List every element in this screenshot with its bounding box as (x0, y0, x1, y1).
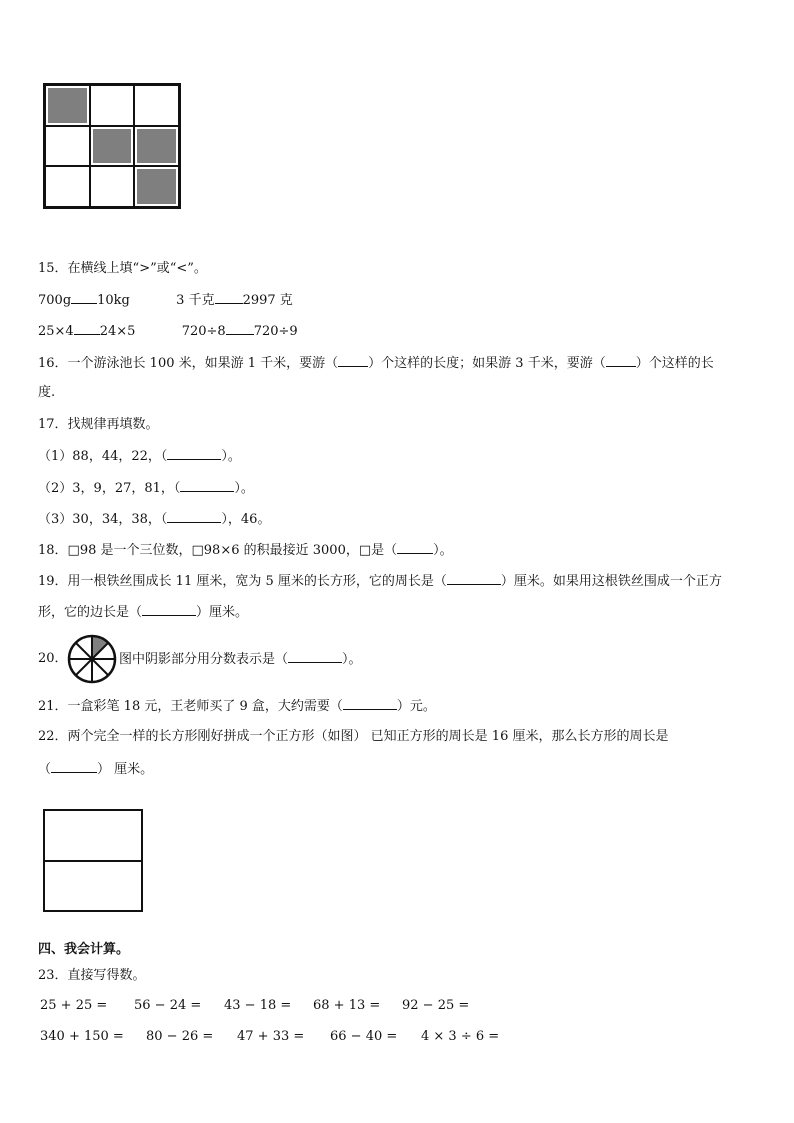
grid-cell-shaded (90, 126, 135, 167)
q19-text-b: ）厘米。如果用这根铁丝围成一个正方 (500, 574, 722, 589)
q20-text-a: 图中阴影部分用分数表示是（ (119, 652, 289, 667)
grid-cell-shaded (134, 126, 179, 167)
calc-item: 47 + 33 = (237, 1029, 305, 1044)
answer-blank[interactable] (51, 760, 97, 773)
question-18 (38, 541, 453, 560)
question-19-line-2 (38, 603, 248, 622)
grid-cell-fill (93, 129, 132, 164)
answer-blank[interactable] (167, 447, 221, 460)
q15-r1a-left: 700g (38, 293, 72, 308)
q22-close: ） 厘米。 (97, 762, 154, 777)
q21-text: 21．一盒彩笔 18 元，王老师买了 9 盒，大约需要（ (38, 699, 343, 714)
answer-blank[interactable] (167, 510, 221, 523)
q17-s2-text: （2）3，9，27，81，（ (38, 481, 181, 496)
q18-text: 18．□98 是一个三位数，□98×6 的积最接近 3000，□是（ (38, 543, 398, 558)
q15-r2a-right: 24×5 (99, 324, 136, 339)
q19-text-a: 19．用一根铁丝围成长 11 厘米，宽为 5 厘米的长方形，它的周长是（ (38, 574, 447, 589)
grid-cell (134, 85, 179, 126)
q19-text-c: 形，它的边长是（ (38, 605, 143, 620)
shaded-grid-figure (43, 83, 181, 209)
answer-blank[interactable] (142, 603, 196, 616)
grid-cell-shaded (45, 85, 90, 126)
question-21 (38, 697, 436, 716)
question-20-text (119, 650, 362, 669)
calc-item: 92 − 25 = (402, 998, 470, 1013)
grid-cell (90, 85, 135, 126)
calc-item: 56 − 24 = (134, 998, 202, 1013)
answer-blank[interactable] (215, 291, 243, 304)
question-16-line-2: 度. (38, 385, 56, 400)
grid-cell-shaded (134, 166, 179, 207)
grid-cell-fill (137, 169, 176, 204)
rectangle-divider (45, 860, 141, 862)
q17-s2-close: ）。 (234, 481, 254, 496)
question-17-stem: 17．找规律再填数。 (38, 417, 159, 432)
q16-text-b: ）个这样的长度；如果游 3 千米，要游（ (368, 356, 606, 371)
question-23-stem: 23．直接写得数。 (38, 968, 146, 983)
q15-r2a-left: 25×4 (38, 324, 74, 339)
q17-s3-text: （3）30，34，38，（ (38, 512, 168, 527)
grid-cell (90, 166, 135, 207)
answer-blank[interactable] (397, 541, 433, 554)
answer-blank[interactable] (226, 322, 254, 335)
answer-blank[interactable] (606, 354, 636, 367)
q17-s3-close: ），46。 (221, 512, 271, 527)
question-22-line-1: 22．两个完全一样的长方形刚好拼成一个正方形（如图） 已知正方形的周长是 16 厘米，那么长方形的周长是 (38, 729, 669, 744)
q17-s1-text: （1）88，44，22，（ (38, 449, 168, 464)
calc-item: 66 − 40 = (330, 1029, 398, 1044)
q20-close: ）。 (342, 652, 362, 667)
calc-item: 25 + 25 = (40, 998, 108, 1013)
question-15-stem: 15．在横线上填“>”或“<”。 (38, 261, 207, 276)
q15-r1a-right: 10kg (97, 293, 130, 308)
answer-blank[interactable] (343, 697, 397, 710)
q15-r2b-right: 720÷9 (253, 324, 298, 339)
grid-cell (45, 166, 90, 207)
q17-s1-close: ）。 (221, 449, 241, 464)
question-20-number: 20． (38, 651, 68, 666)
grid-cell-fill (48, 88, 87, 123)
question-17-item-3 (38, 510, 270, 529)
q15-r2b-left: 720÷8 (181, 324, 226, 339)
grid-cell (45, 126, 90, 167)
square-of-two-rectangles-figure (43, 809, 143, 912)
calc-item: 4 × 3 ÷ 6 = (421, 1029, 500, 1044)
section-4-title: 四、我会计算。 (38, 942, 130, 957)
question-15-row-1 (38, 291, 293, 310)
answer-blank[interactable] (288, 650, 342, 663)
question-17-item-2 (38, 479, 254, 498)
answer-blank[interactable] (180, 479, 234, 492)
question-22-line-2 (38, 760, 153, 779)
calc-item: 68 + 13 = (313, 998, 381, 1013)
q19-text-d: ）厘米。 (196, 605, 249, 620)
question-17-item-1 (38, 447, 241, 466)
q16-text-c: ）个这样的长 (635, 356, 714, 371)
q18-close: ）。 (433, 543, 453, 558)
question-15-row-2 (38, 322, 298, 341)
q22-open: （ (38, 762, 52, 777)
grid-cell-fill (137, 129, 176, 164)
answer-blank[interactable] (447, 572, 501, 585)
question-19-line-1 (38, 572, 722, 591)
answer-blank[interactable] (74, 322, 100, 335)
calc-item: 43 − 18 = (224, 998, 292, 1013)
calc-item: 340 + 150 = (40, 1029, 124, 1044)
question-16-line-1 (38, 354, 714, 373)
answer-blank[interactable] (338, 354, 368, 367)
q15-r1b-right: 2997 克 (242, 293, 293, 308)
q15-r1b-left: 3 千克 (176, 293, 215, 308)
shaded-circle-figure (67, 634, 117, 684)
q16-text-a: 16．一个游泳池长 100 米，如果游 1 千米，要游（ (38, 356, 339, 371)
q21-close: ）元。 (396, 699, 436, 714)
calc-item: 80 − 26 = (146, 1029, 214, 1044)
answer-blank[interactable] (71, 291, 97, 304)
